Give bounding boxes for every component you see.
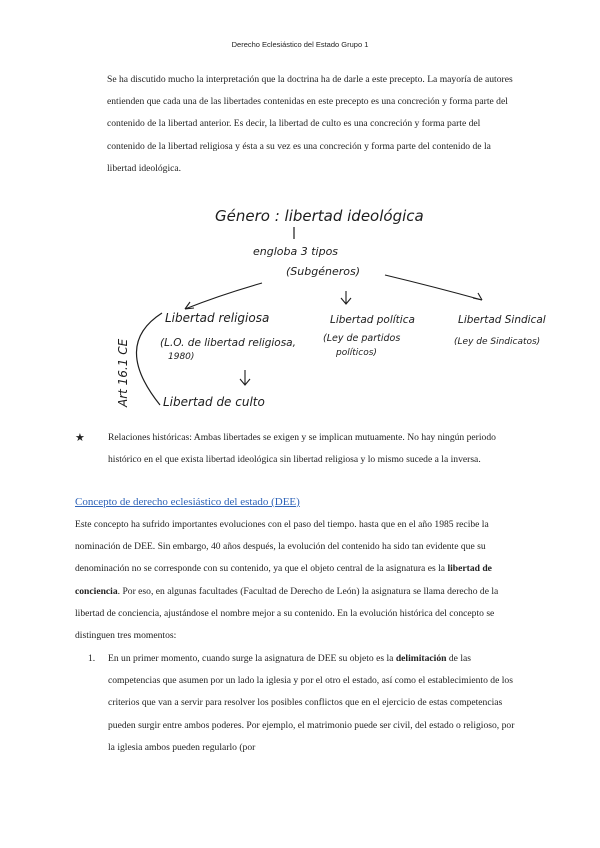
section-bold-term: libertad de conciencia — [75, 563, 492, 597]
diagram-branch1-note1: (L.O. de libertad religiosa, — [160, 337, 296, 349]
star-bullet-icon: ★ — [75, 432, 85, 444]
list-bold-term: delimitación — [395, 653, 447, 664]
diagram-branch1-title: Libertad religiosa — [165, 311, 270, 325]
diagram-side-label: Art 16.1 CE — [116, 338, 130, 407]
diagram-side-bracket — [136, 313, 162, 405]
list-item-number: 1. — [88, 653, 96, 664]
diagram-genus: Género : libertad ideológica — [215, 207, 424, 225]
list-text-2: de las competencias que asumen por un lado la iglesia y por el otro el estado, así como el establecimiento de los criterios que van a servir para resolver los posibles conflictos que en el ejercicio de estas competencias pueden surgir entre ambos poderes. Por ejemplo, el matrimonio puede ser civil, del estado o religioso, por la iglesia ambos pueden regularlo (por — [108, 653, 515, 753]
list-text-1: En un primer momento, cuando surge la asignatura de DEE su objeto es la — [108, 653, 396, 664]
diagram-arrow-left — [185, 283, 262, 309]
diagram-arrow-right — [385, 275, 482, 300]
diagram-branch2-title: Libertad política — [330, 314, 415, 326]
handwritten-diagram — [0, 185, 600, 425]
page-header: Derecho Eclesiástico del Estado Grupo 1 — [231, 40, 369, 49]
section-text-1: Este concepto ha sufrido importantes evoluciones con el paso del tiempo. hasta que en el año 1985 recibe la nominación de DEE. Sin embargo, 40 años después, la evolución del contenido ha sido tan evidente que su denominación no se corresponde con su contenido, ya que el objeto central de la asignatura es la — [75, 519, 489, 575]
diagram-branch3-title: Libertad Sindical — [458, 314, 546, 326]
intro-paragraph: Se ha discutido mucho la interpretación que la doctrina ha de darle a este precepto. La mayoría de autores entienden que cada una de las libertades contenidas en este precepto es una concreción y forma parte del contenido de la libertad anterior. Es decir, la libertad de culto es una concreción y forma parte del contenido de la libertad religiosa y ésta a su vez es una concreción y forma parte del contenido de la libertad ideológica. — [107, 74, 513, 174]
bullet-text: Relaciones históricas: Ambas libertades se exigen y se implican mutuamente. No hay ningún periodo histórico en el que exista libertad ideológica sin libertad religiosa y lo mismo sucede a la inversa. — [108, 432, 496, 466]
diagram-branch1-child: Libertad de culto — [163, 395, 265, 409]
diagram-branch1-note2: 1980) — [168, 352, 195, 362]
list-item-text — [108, 648, 520, 759]
diagram-arrowhead-right — [473, 293, 482, 300]
diagram-includes-line1: engloba 3 tipos — [253, 245, 339, 258]
section-heading: Concepto de derecho eclesiástico del estado (DEE) — [75, 496, 300, 508]
diagram-branch3-note: (Ley de Sindicatos) — [454, 337, 541, 347]
diagram-branch2-note1: (Ley de partidos — [323, 333, 401, 344]
section-paragraph — [75, 514, 525, 647]
section-text-2: . Por eso, en algunas facultades (Facultad de Derecho de León) la asignatura se llama derecho de la libertad de conciencia, ajustándose el nombre mejor a su contenido. En la evolución histórica del concepto se distinguen tres momentos: — [75, 585, 499, 642]
diagram-branch2-note2: políticos) — [336, 348, 377, 358]
diagram-includes-line2: (Subgéneros) — [286, 265, 360, 278]
